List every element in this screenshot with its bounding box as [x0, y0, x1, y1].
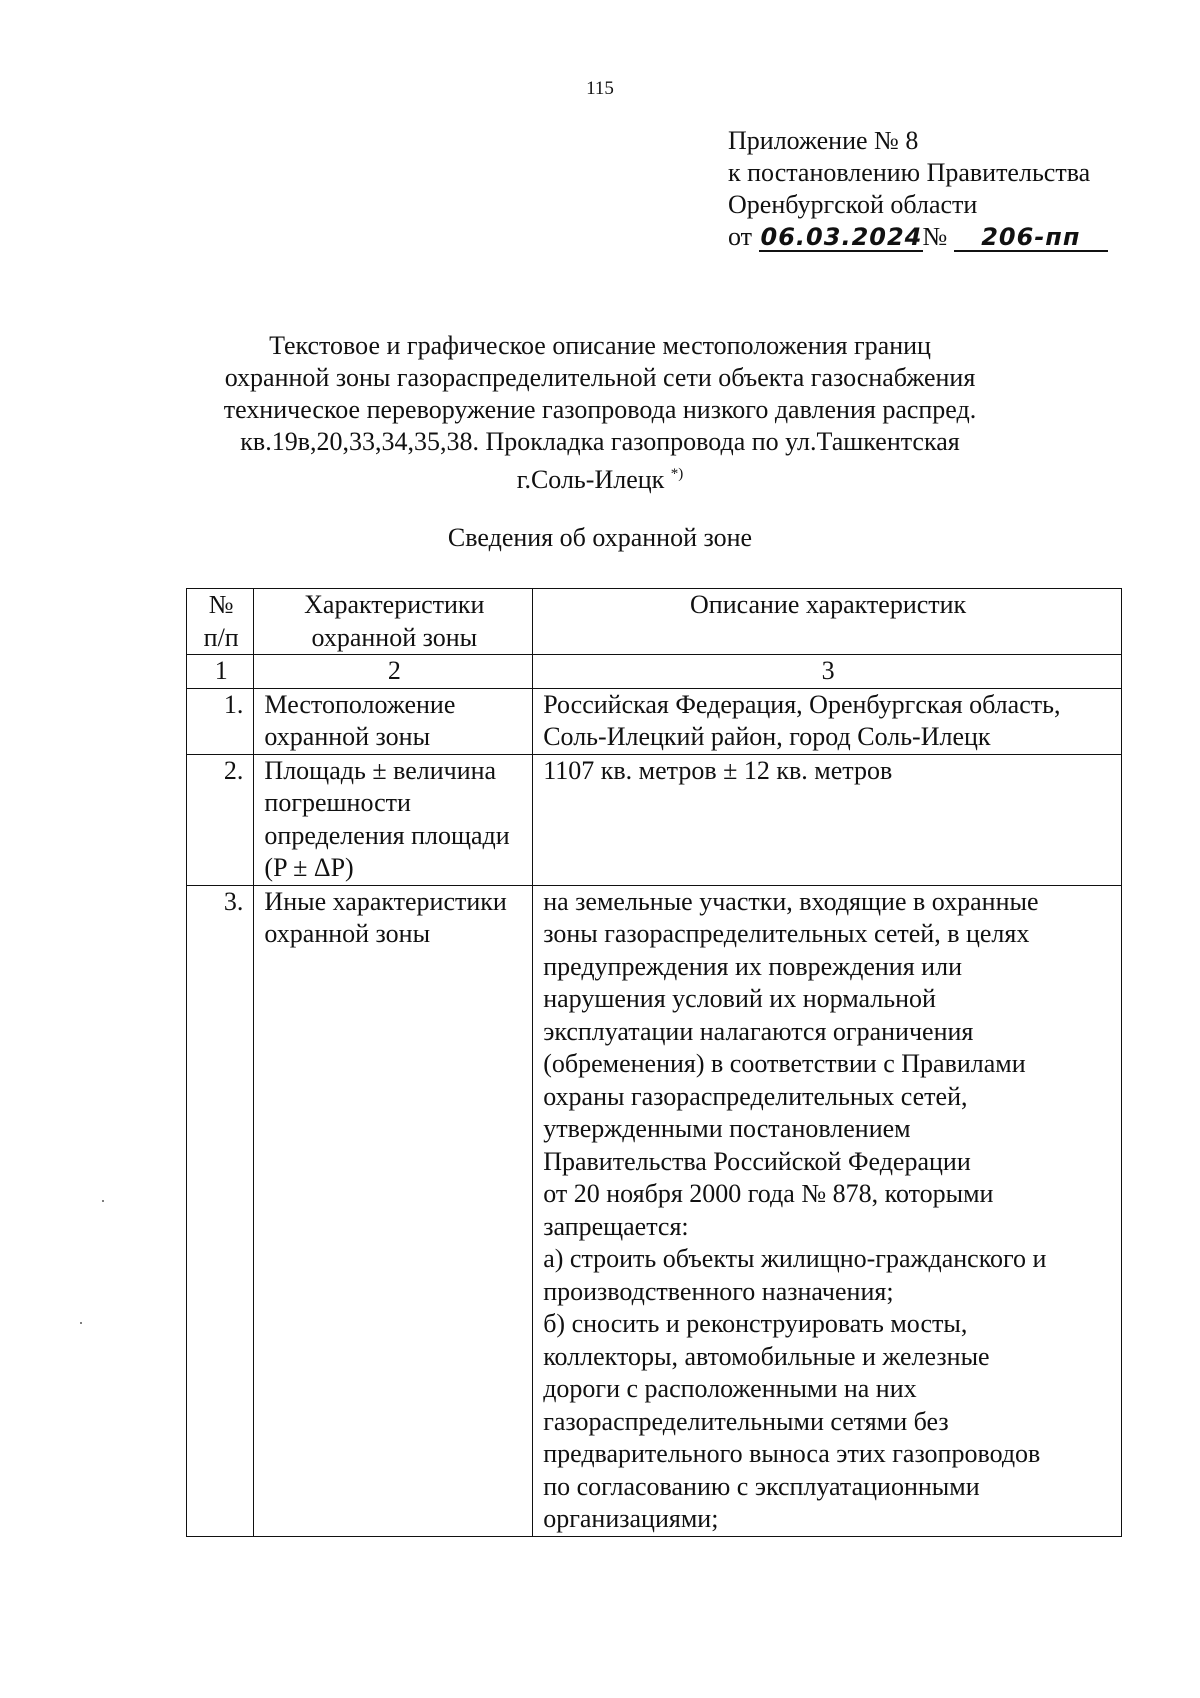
appendix-line-1: Приложение № 8	[728, 126, 919, 155]
title-line-2: охранной зоны газораспределительной сети объекта газоснабжения	[224, 363, 976, 392]
protection-zone-table	[186, 588, 1122, 1537]
description-line: запрещается:	[543, 1211, 689, 1241]
header-description: Описание характеристик	[533, 589, 1122, 655]
appendix-header	[728, 125, 1108, 253]
appendix-line-4	[728, 221, 1108, 253]
description-line: производственного назначения;	[543, 1276, 894, 1306]
description-line: по согласованию с эксплуатационными	[543, 1471, 980, 1501]
row-description	[533, 885, 1122, 1536]
description-line: коллекторы, автомобильные и железные	[543, 1341, 990, 1371]
table-row	[187, 885, 1122, 1536]
description-line: 1107 кв. метров ± 12 кв. метров	[543, 755, 893, 785]
from-label: от	[728, 222, 753, 251]
header-number: № п/п	[187, 589, 254, 655]
description-line: а) строить объекты жилищно-гражданского и	[543, 1244, 1047, 1273]
description-line: Соль-Илецкий район, город Соль-Илецк	[543, 722, 991, 751]
row-number: 1.	[187, 688, 254, 754]
description-line: Правительства Российской Федерации	[543, 1146, 971, 1176]
title-line-1: Текстовое и графическое описание местоположения границ	[269, 331, 931, 360]
document-title	[0, 330, 1200, 496]
description-line: предварительного выноса этих газопроводов	[543, 1439, 1041, 1468]
scan-speck	[80, 1322, 82, 1324]
title-line-3: техническое переворужение газопровода низкого давления распред.	[223, 395, 977, 424]
section-subtitle: Сведения об охранной зоне	[447, 523, 753, 552]
title-line-4: кв.19в,20,33,34,35,38. Прокладка газопровода по ул.Ташкентская	[240, 427, 960, 456]
handwritten-number: 206-пп	[954, 224, 1108, 252]
description-line: от 20 ноября 2000 года № 878, которыми	[543, 1179, 994, 1208]
description-line: предупреждения их повреждения или	[543, 951, 962, 981]
column-number-3: 3	[533, 655, 1122, 689]
appendix-line-3: Оренбургской области	[728, 190, 978, 219]
description-line: эксплуатации налагаются ограничения	[543, 1016, 974, 1046]
description-line: нарушения условий их нормальной	[543, 984, 936, 1013]
description-line: зоны газораспределительных сетей, в целях	[543, 919, 1030, 948]
description-line: дороги с расположенными на них	[543, 1374, 917, 1403]
description-line: охраны газораспределительных сетей,	[543, 1081, 968, 1111]
description-line: газораспределительными сетями без	[543, 1406, 949, 1436]
number-label: №	[922, 222, 948, 251]
description-line: Российская Федерация, Оренбургская область,	[543, 689, 1061, 719]
description-line: утвержденными постановлением	[543, 1114, 911, 1143]
description-line: организациями;	[543, 1504, 719, 1533]
table-header-row	[187, 589, 1122, 655]
footnote-mark: *)	[670, 466, 684, 482]
row-characteristic: Местоположение охранной зоны	[254, 688, 533, 754]
description-line: б) сносить и реконструировать мосты,	[543, 1309, 968, 1338]
row-characteristic: Площадь ± величина погрешности определения площади (P ± ΔP)	[254, 754, 533, 885]
description-line: на земельные участки, входящие в охранные	[543, 886, 1039, 916]
title-line-5	[0, 458, 1200, 496]
row-characteristic: Иные характеристики охранной зоны	[254, 885, 533, 1536]
table-column-numbers-row	[187, 655, 1122, 689]
page-number: 115	[586, 78, 614, 99]
handwritten-date: 06.03.2024	[760, 223, 923, 251]
row-description	[533, 754, 1122, 885]
row-number: 3.	[187, 885, 254, 1536]
appendix-line-2: к постановлению Правительства	[728, 158, 1091, 187]
table-row	[187, 754, 1122, 885]
row-description	[533, 688, 1122, 754]
scan-speck	[102, 1200, 104, 1202]
column-number-2: 2	[254, 655, 533, 689]
header-characteristics: Характеристики охранной зоны	[254, 589, 533, 655]
table-row	[187, 688, 1122, 754]
column-number-1: 1	[187, 655, 254, 689]
row-number: 2.	[187, 754, 254, 885]
description-line: (обременения) в соответствии с Правилами	[543, 1049, 1026, 1078]
title-city: г.Соль-Илецк	[516, 465, 665, 494]
